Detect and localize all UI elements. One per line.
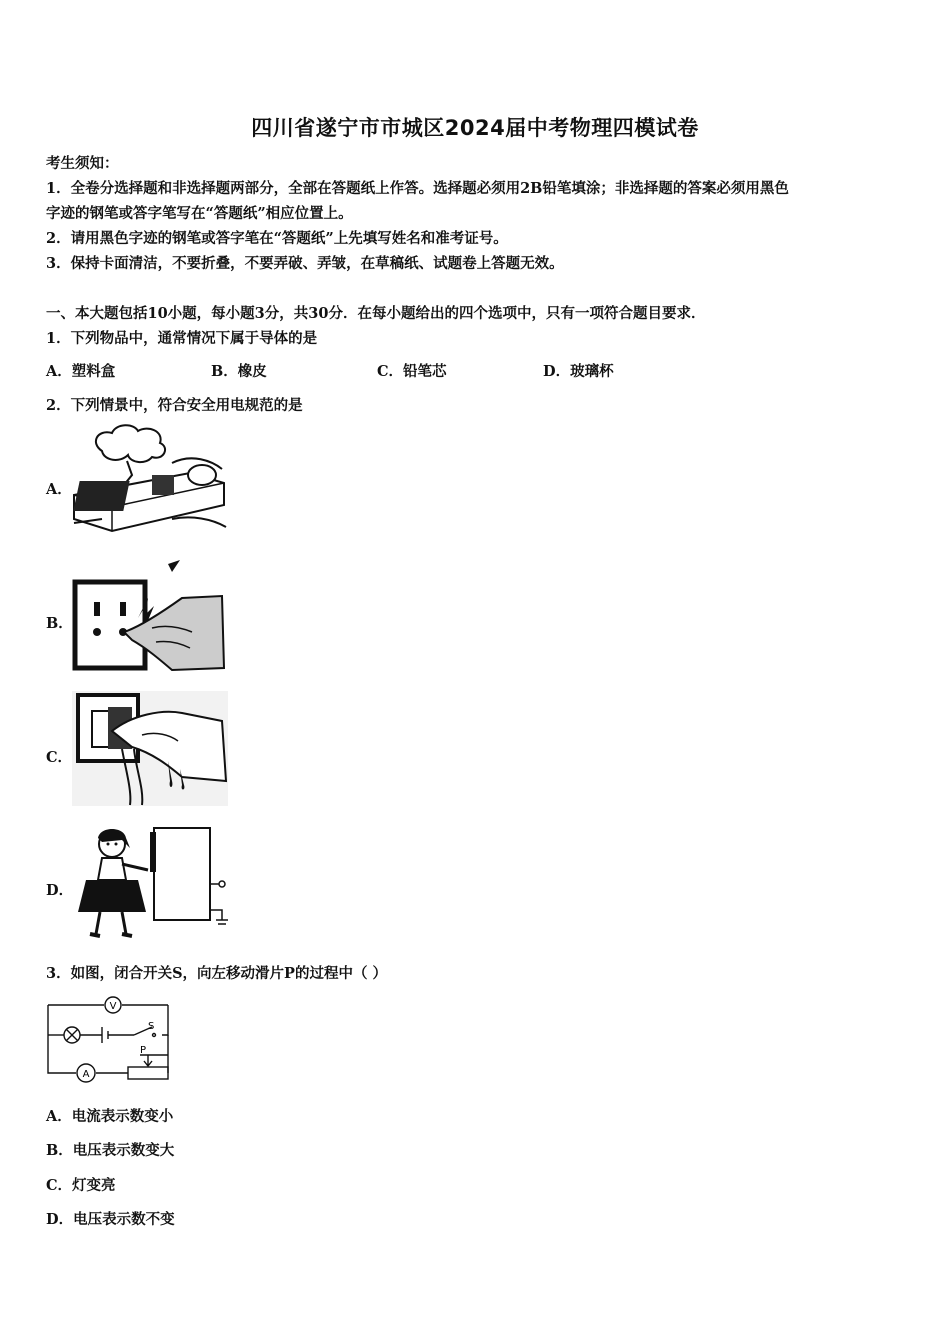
q1-option-d[interactable]: D．玻璃杯 — [543, 363, 614, 380]
circuit-voltmeter-label: V — [109, 1001, 117, 1012]
circuit-ammeter-label: A — [82, 1069, 90, 1080]
q3-option-c[interactable]: C．灯变亮 — [46, 1177, 116, 1194]
circuit-slider-label: P — [140, 1045, 147, 1056]
q1-option-b[interactable]: B．橡皮 — [211, 363, 267, 380]
question-3-stem: 3．如图，闭合开关S，向左移动滑片P的过程中（ ） — [46, 965, 388, 982]
q1-option-c[interactable]: C．铅笔芯 — [377, 363, 447, 380]
q2-image-b-finger-in-socket[interactable] — [72, 558, 227, 672]
question-2-stem: 2．下列情景中，符合安全用电规范的是 — [46, 397, 303, 414]
section-instruction: 一、本大题包括10小题，每小题3分，共30分．在每小题给出的四个选项中，只有一项符合题目要求． — [46, 305, 706, 322]
q2-option-d-label[interactable]: D． — [46, 882, 74, 899]
notice-heading: 考生须知： — [46, 155, 119, 172]
q2-option-a-label[interactable]: A． — [46, 481, 72, 498]
q2-option-b-label[interactable]: B． — [46, 615, 73, 632]
notice-item: 2．请用黑色字迹的钢笔或答字笔在“答题纸”上先填写姓名和准考证号。 — [46, 230, 508, 247]
q3-option-b[interactable]: B．电压表示数变大 — [46, 1142, 175, 1159]
q2-image-d-girl-at-appliance[interactable] — [72, 824, 228, 942]
notice-item: 3．保持卡面清洁，不要折叠，不要弄破、弄皱，在草稿纸、试题卷上答题无效。 — [46, 255, 564, 272]
q2-option-c-label[interactable]: C． — [46, 749, 73, 766]
q2-image-c-wet-hand-plug[interactable] — [72, 691, 228, 806]
q3-option-d[interactable]: D．电压表示数不变 — [46, 1211, 175, 1228]
notice-item: 1．全卷分选择题和非选择题两部分，全部在答题纸上作答。选择题必须用2B铅笔填涂；非选择题的答案必须用黑色 — [46, 180, 789, 197]
question-1-stem: 1．下列物品中，通常情况下属于导体的是 — [46, 330, 318, 347]
page-title: 四川省遂宁市市城区2024届中考物理四模试卷 — [251, 116, 699, 140]
q3-option-a[interactable]: A．电流表示数变小 — [46, 1108, 174, 1125]
q1-option-a[interactable]: A．塑料盒 — [46, 363, 116, 380]
circuit-switch-label: S — [148, 1021, 155, 1032]
notice-item: 字迹的钢笔或答字笔写在“答题纸”相应位置上。 — [46, 205, 353, 222]
q2-image-a-power-strip-smoke[interactable] — [72, 423, 227, 535]
q3-circuit-diagram — [44, 995, 174, 1083]
